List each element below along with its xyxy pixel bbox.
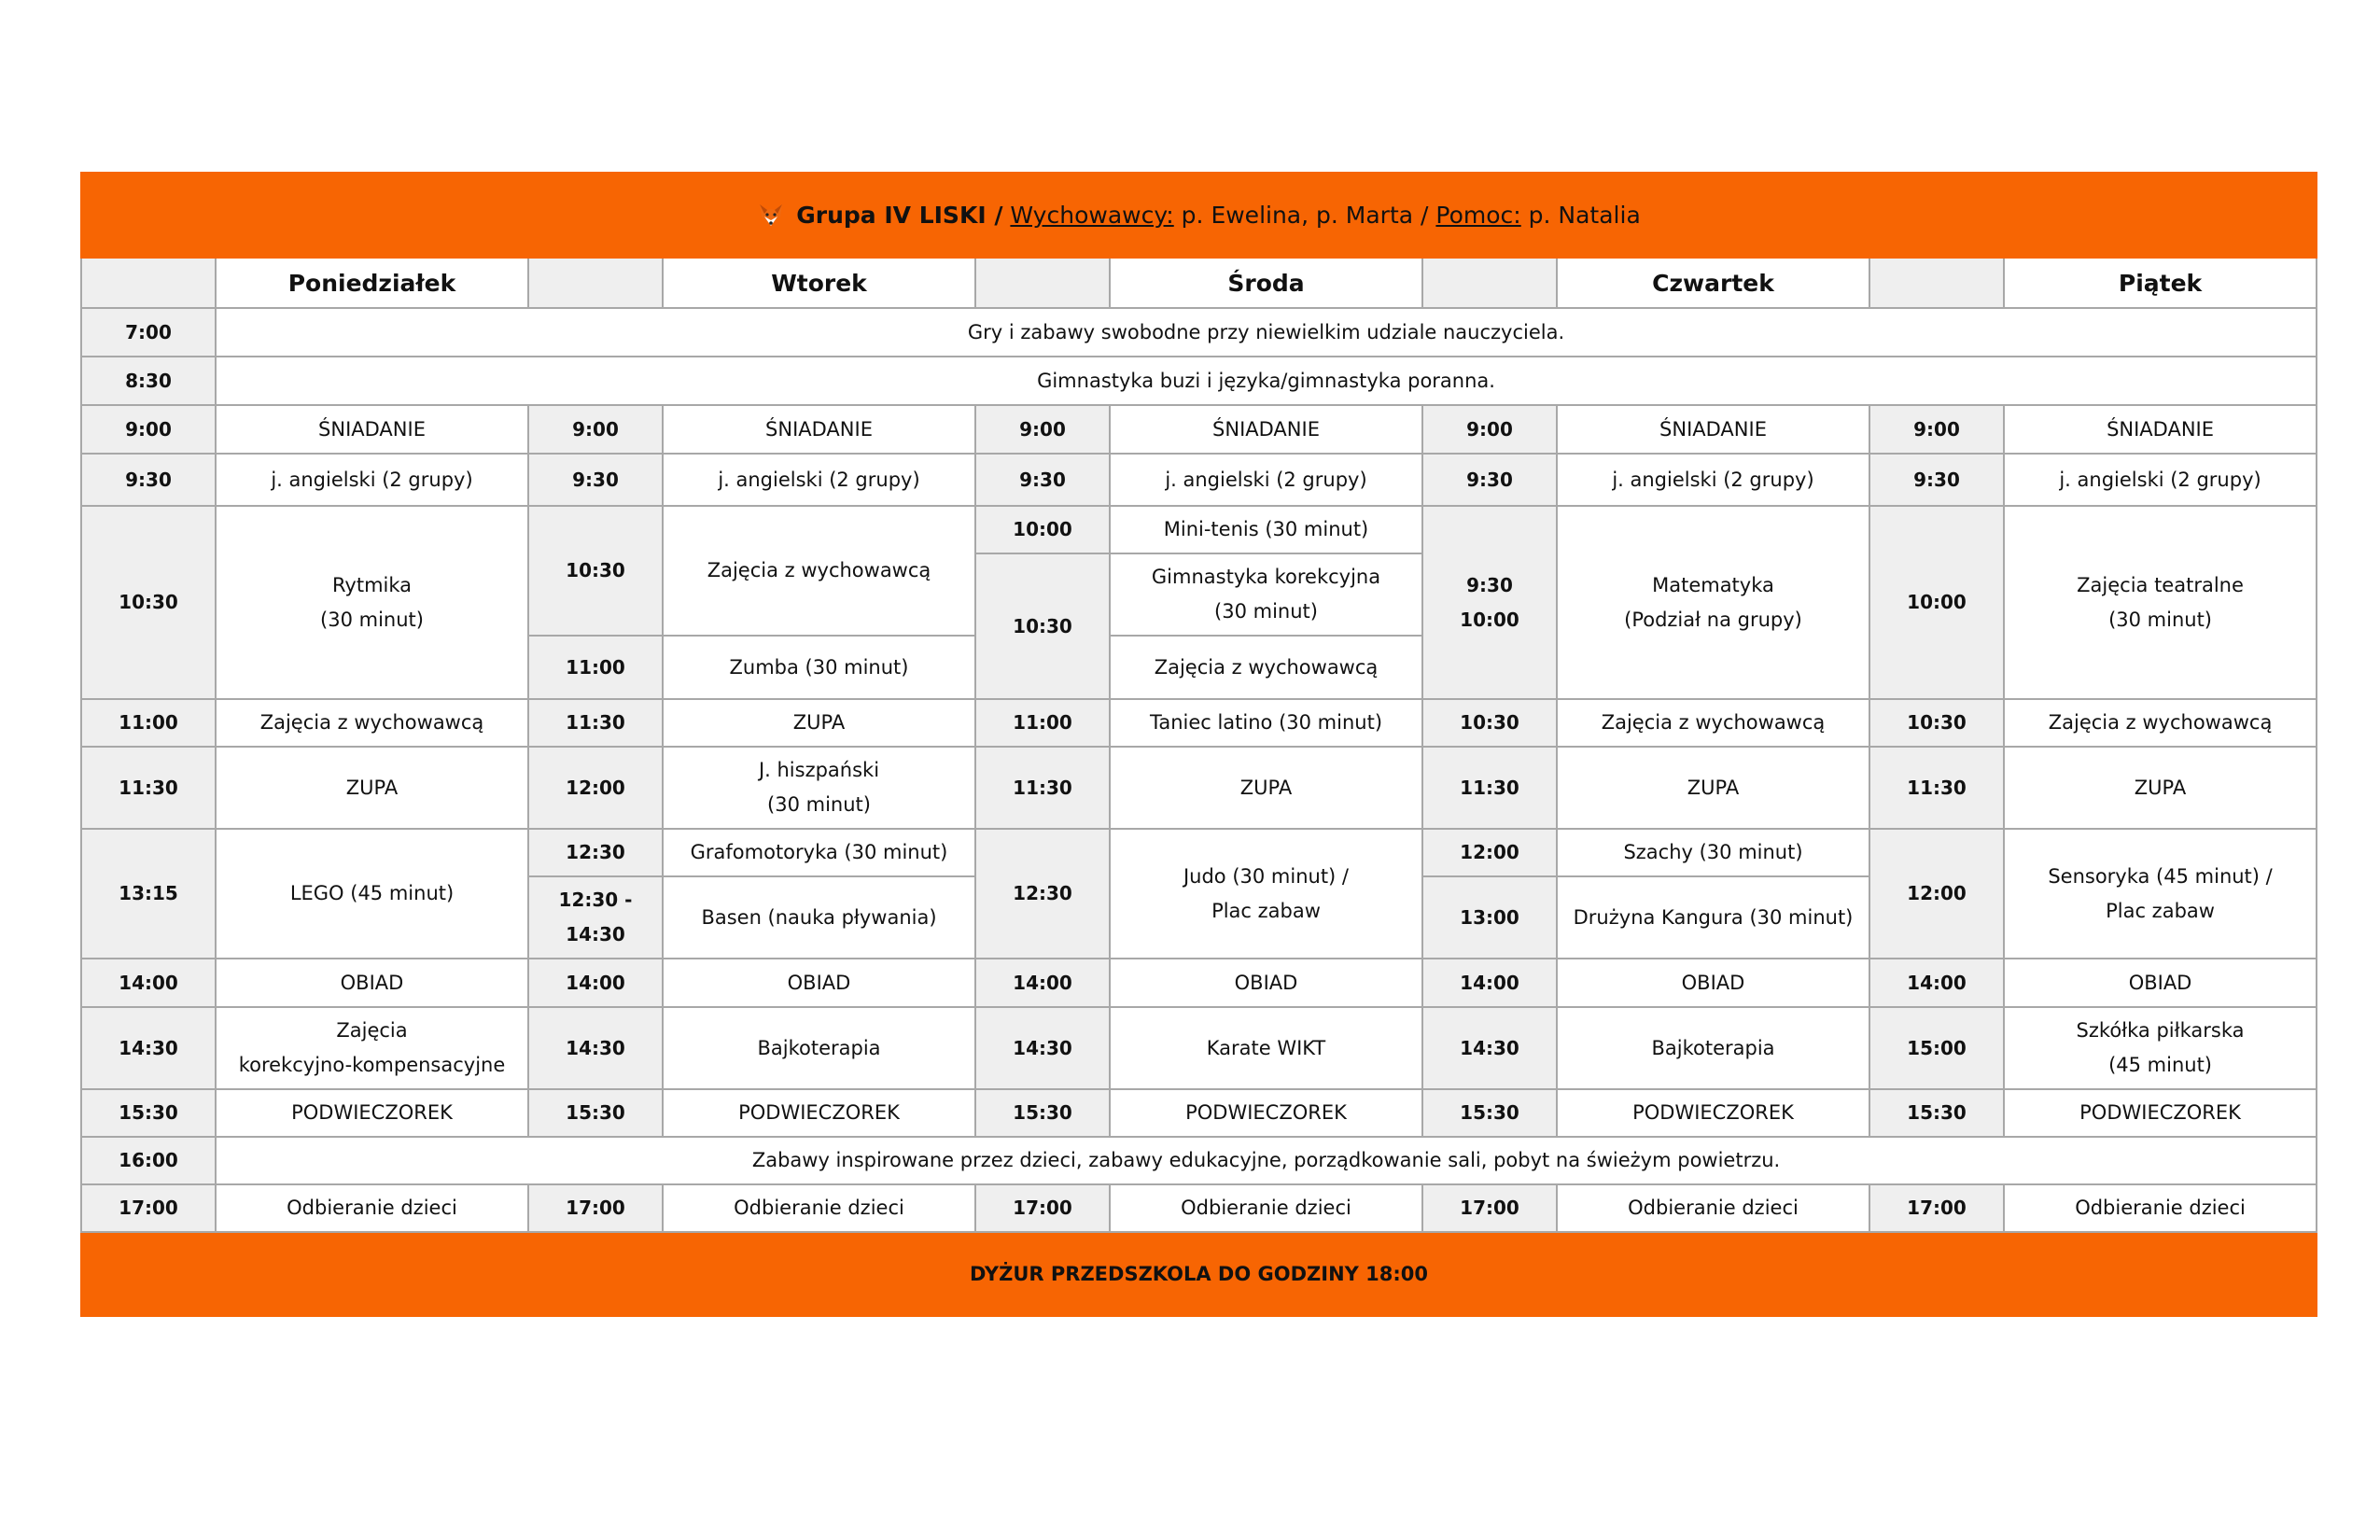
time-cell: 10:30 — [81, 506, 216, 699]
teachers-label: Wychowawcy: — [1010, 202, 1174, 229]
time-cell: 15:30 — [1422, 1089, 1557, 1137]
time-cell: 9:30 — [975, 454, 1110, 506]
time-cell: 15:30 — [975, 1089, 1110, 1137]
time-cell: 13:15 — [81, 829, 216, 959]
activity-cell: Matematyka (Podział na grupy) — [1557, 506, 1869, 699]
schedule-row — [81, 454, 2317, 506]
schedule-row — [81, 1184, 2317, 1232]
activity-cell: j. angielski (2 grupy) — [2004, 454, 2317, 506]
activity-cell: ŚNIADANIE — [1110, 405, 1422, 454]
activity-cell: Zajęcia z wychowawcą — [216, 699, 528, 747]
time-cell: 14:00 — [528, 959, 663, 1007]
time-cell: 11:00 — [528, 636, 663, 699]
day-time-spacer — [528, 258, 663, 308]
activity-cell: Zabawy inspirowane przez dzieci, zabawy edukacyjne, porządkowanie sali, pobyt na świeżym powietrzu. — [216, 1137, 2317, 1184]
day-time-spacer — [975, 258, 1110, 308]
time-cell: 9:00 — [81, 405, 216, 454]
activity-cell: ŚNIADANIE — [663, 405, 975, 454]
activity-cell: PODWIECZOREK — [663, 1089, 975, 1137]
activity-cell: OBIAD — [1557, 959, 1869, 1007]
time-cell: 12:00 — [1422, 829, 1557, 876]
time-cell: 11:00 — [975, 699, 1110, 747]
group-name: Grupa IV LISKI / — [796, 202, 1003, 229]
time-cell: 12:30 — [975, 829, 1110, 959]
activity-cell: Zajęcia z wychowawcą — [663, 506, 975, 636]
group-banner-cell — [81, 173, 2317, 258]
schedule-row — [81, 1007, 2317, 1089]
time-cell: 9:30 — [528, 454, 663, 506]
time-cell: 11:30 — [975, 747, 1110, 829]
time-cell: 14:00 — [1422, 959, 1557, 1007]
activity-cell: Odbieranie dzieci — [1110, 1184, 1422, 1232]
time-cell: 10:00 — [1869, 506, 2004, 699]
time-cell: 10:30 — [975, 553, 1110, 699]
activity-cell: Bajkoterapia — [1557, 1007, 1869, 1089]
time-cell: 17:00 — [975, 1184, 1110, 1232]
time-cell: 14:30 — [81, 1007, 216, 1089]
time-cell: 9:30 10:00 — [1422, 506, 1557, 699]
activity-cell: Odbieranie dzieci — [1557, 1184, 1869, 1232]
footer-row — [81, 1232, 2317, 1316]
time-cell: 14:30 — [1422, 1007, 1557, 1089]
activity-cell: OBIAD — [2004, 959, 2317, 1007]
activity-cell: j. angielski (2 grupy) — [216, 454, 528, 506]
teachers-names: p. Ewelina, p. Marta / — [1173, 202, 1429, 229]
day-header-row — [81, 258, 2317, 308]
schedule-row — [81, 1089, 2317, 1137]
activity-cell: Zajęcia z wychowawcą — [1557, 699, 1869, 747]
activity-cell: ZUPA — [1557, 747, 1869, 829]
time-cell: 10:00 — [975, 506, 1110, 553]
schedule-row — [81, 405, 2317, 454]
time-cell: 14:00 — [81, 959, 216, 1007]
activity-cell: Mini-tenis (30 minut) — [1110, 506, 1422, 553]
activity-cell: ZUPA — [663, 699, 975, 747]
activity-cell: Karate WIKT — [1110, 1007, 1422, 1089]
time-cell: 12:30 — [528, 829, 663, 876]
activity-cell: Zajęcia z wychowawcą — [2004, 699, 2317, 747]
day-time-spacer — [81, 258, 216, 308]
time-cell: 9:30 — [1869, 454, 2004, 506]
activity-cell: ŚNIADANIE — [2004, 405, 2317, 454]
activity-cell: OBIAD — [216, 959, 528, 1007]
schedule — [80, 172, 2316, 1317]
activity-cell: PODWIECZOREK — [2004, 1089, 2317, 1137]
time-cell: 9:00 — [1422, 405, 1557, 454]
time-cell: 12:30 - 14:30 — [528, 876, 663, 959]
activity-cell: Basen (nauka pływania) — [663, 876, 975, 959]
activity-cell: Odbieranie dzieci — [2004, 1184, 2317, 1232]
schedule-row — [81, 959, 2317, 1007]
time-cell: 15:30 — [528, 1089, 663, 1137]
activity-cell: Gimnastyka korekcyjna (30 minut) — [1110, 553, 1422, 636]
day-header-mon: Poniedziałek — [216, 258, 528, 308]
time-cell: 9:30 — [1422, 454, 1557, 506]
time-cell: 11:00 — [81, 699, 216, 747]
day-time-spacer — [1869, 258, 2004, 308]
activity-cell: Drużyna Kangura (30 minut) — [1557, 876, 1869, 959]
time-cell: 16:00 — [81, 1137, 216, 1184]
activity-cell: Zajęcia teatralne (30 minut) — [2004, 506, 2317, 699]
activity-cell: Zajęcia korekcyjno-kompensacyjne — [216, 1007, 528, 1089]
activity-cell: Szkółka piłkarska (45 minut) — [2004, 1007, 2317, 1089]
time-cell: 17:00 — [1869, 1184, 2004, 1232]
time-cell: 11:30 — [81, 747, 216, 829]
time-cell: 7:00 — [81, 308, 216, 357]
time-cell: 11:30 — [1869, 747, 2004, 829]
activity-cell: ZUPA — [216, 747, 528, 829]
activity-cell: Odbieranie dzieci — [216, 1184, 528, 1232]
activity-cell: LEGO (45 minut) — [216, 829, 528, 959]
activity-cell: PODWIECZOREK — [1557, 1089, 1869, 1137]
activity-cell: Grafomotoryka (30 minut) — [663, 829, 975, 876]
fox-icon — [757, 201, 785, 229]
schedule-table — [80, 172, 2317, 1317]
day-header-wed: Środa — [1110, 258, 1422, 308]
activity-cell: Judo (30 minut) / Plac zabaw — [1110, 829, 1422, 959]
schedule-row — [81, 308, 2317, 357]
time-cell: 14:00 — [975, 959, 1110, 1007]
activity-cell: Zumba (30 minut) — [663, 636, 975, 699]
time-cell: 9:00 — [528, 405, 663, 454]
activity-cell: Taniec latino (30 minut) — [1110, 699, 1422, 747]
time-cell: 9:30 — [81, 454, 216, 506]
activity-cell: Sensoryka (45 minut) / Plac zabaw — [2004, 829, 2317, 959]
schedule-body — [81, 308, 2317, 1232]
schedule-row — [81, 1137, 2317, 1184]
activity-cell: Odbieranie dzieci — [663, 1184, 975, 1232]
time-cell: 11:30 — [1422, 747, 1557, 829]
time-cell: 17:00 — [81, 1184, 216, 1232]
time-cell: 14:30 — [975, 1007, 1110, 1089]
time-cell: 14:00 — [1869, 959, 2004, 1007]
day-header-thu: Czwartek — [1557, 258, 1869, 308]
activity-cell: ŚNIADANIE — [1557, 405, 1869, 454]
time-cell: 12:00 — [1869, 829, 2004, 959]
schedule-row — [81, 747, 2317, 829]
day-time-spacer — [1422, 258, 1557, 308]
time-cell: 14:30 — [528, 1007, 663, 1089]
time-cell: 17:00 — [1422, 1184, 1557, 1232]
activity-cell: OBIAD — [1110, 959, 1422, 1007]
activity-cell: Rytmika (30 minut) — [216, 506, 528, 699]
schedule-row — [81, 506, 2317, 553]
activity-cell: ŚNIADANIE — [216, 405, 528, 454]
activity-cell: PODWIECZOREK — [1110, 1089, 1422, 1137]
activity-cell: Bajkoterapia — [663, 1007, 975, 1089]
day-header-tue: Wtorek — [663, 258, 975, 308]
schedule-row — [81, 699, 2317, 747]
activity-cell: OBIAD — [663, 959, 975, 1007]
time-cell: 13:00 — [1422, 876, 1557, 959]
time-cell: 12:00 — [528, 747, 663, 829]
time-cell: 9:00 — [1869, 405, 2004, 454]
activity-cell: Szachy (30 minut) — [1557, 829, 1869, 876]
activity-cell: Gimnastyka buzi i języka/gimnastyka poranna. — [216, 357, 2317, 405]
footer-note: DYŻUR PRZEDSZKOLA DO GODZINY 18:00 — [81, 1232, 2317, 1316]
group-banner — [81, 173, 2317, 258]
activity-cell: j. angielski (2 grupy) — [1557, 454, 1869, 506]
activity-cell: j. angielski (2 grupy) — [1110, 454, 1422, 506]
activity-cell: J. hiszpański (30 minut) — [663, 747, 975, 829]
help-label: Pomoc: — [1435, 202, 1521, 229]
schedule-row — [81, 357, 2317, 405]
day-header-fri: Piątek — [2004, 258, 2317, 308]
time-cell: 9:00 — [975, 405, 1110, 454]
activity-cell: j. angielski (2 grupy) — [663, 454, 975, 506]
activity-cell: ZUPA — [2004, 747, 2317, 829]
activity-cell: Zajęcia z wychowawcą — [1110, 636, 1422, 699]
time-cell: 15:30 — [81, 1089, 216, 1137]
time-cell: 15:30 — [1869, 1089, 2004, 1137]
activity-cell: PODWIECZOREK — [216, 1089, 528, 1137]
activity-cell: Gry i zabawy swobodne przy niewielkim udziale nauczyciela. — [216, 308, 2317, 357]
time-cell: 10:30 — [1422, 699, 1557, 747]
activity-cell: ZUPA — [1110, 747, 1422, 829]
time-cell: 17:00 — [528, 1184, 663, 1232]
time-cell: 10:30 — [528, 506, 663, 636]
time-cell: 11:30 — [528, 699, 663, 747]
schedule-row — [81, 829, 2317, 876]
time-cell: 10:30 — [1869, 699, 2004, 747]
time-cell: 15:00 — [1869, 1007, 2004, 1089]
help-name: p. Natalia — [1520, 202, 1641, 229]
time-cell: 8:30 — [81, 357, 216, 405]
